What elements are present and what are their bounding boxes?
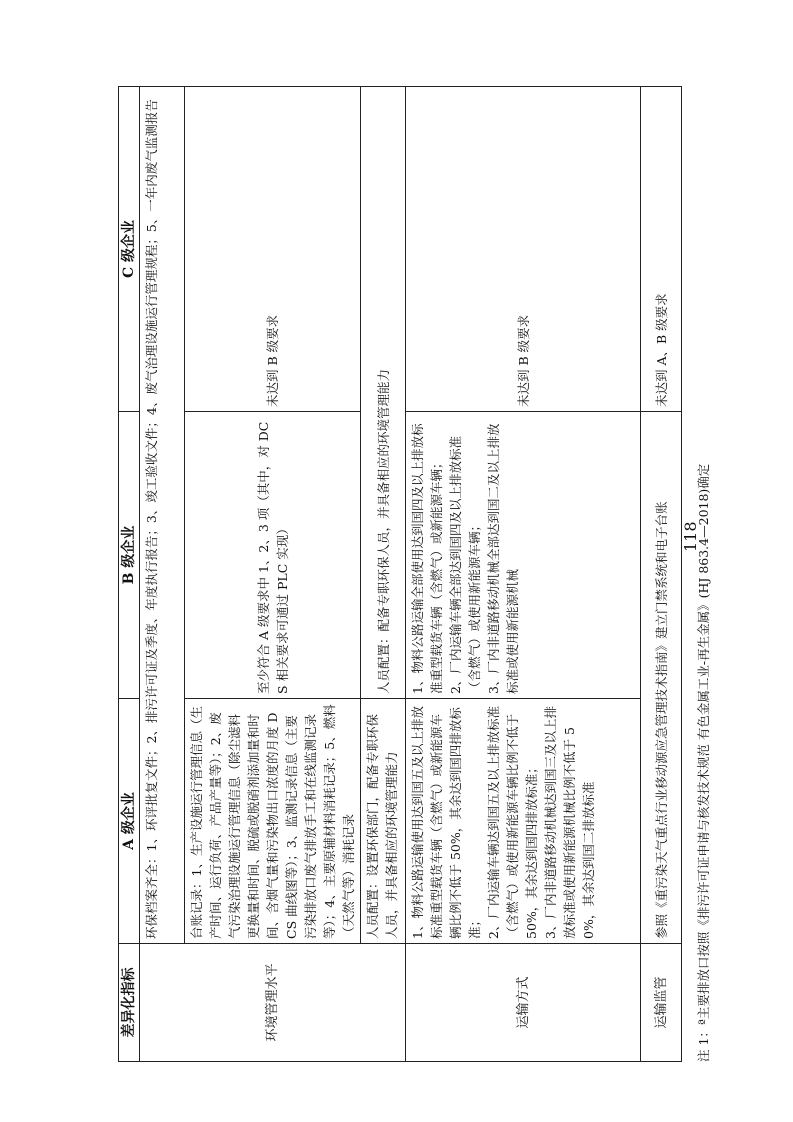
table-header-row bbox=[119, 87, 140, 1062]
monitoring-c: 未达到 A、B 级要求 bbox=[641, 87, 682, 412]
rotated-page bbox=[118, 87, 711, 1062]
ledger-c: 未达到 B 级要求 bbox=[185, 87, 361, 412]
personnel-b: 人员配置：配备专职环保人员，并具备相应的环境管理能力 bbox=[361, 87, 406, 699]
transport-a bbox=[406, 699, 641, 944]
header-indicator: 差异化指标 bbox=[119, 944, 140, 1062]
transport-c: 未达到 B 级要求 bbox=[406, 87, 641, 412]
transport-b-item-1: 1、物料公路运输全部使用达到国四及以上排放标准重型载货车辆（含燃气）或新能源车辆； bbox=[410, 423, 444, 694]
table-row bbox=[641, 87, 682, 1062]
table-footnote: 注 1：ª主要排放口按照《排污许可证申请与核发技术规范 有色金属工业-再生金属》(HJ 863.4—2018)确定 bbox=[696, 463, 711, 1062]
ledger-b: 至少符合 A 级要求中 1、2、3 项（其中，对 DCS 相关要求可通过 PLC 实现） bbox=[185, 412, 361, 699]
transport-a-item-3: 3、厂内非道路移动机械达到国三及以上排放标准或使用新能源机械比例不低于 50%，其余达到国二排放标准 bbox=[543, 706, 596, 939]
header-level-a: A 级企业 bbox=[119, 699, 140, 944]
ledger-a: 台账记录：1、生产设施运行管理信息（生产时间、运行负荷、产品产量等）；2、废气污染治理设施运行管理信息（除尘滤料更换量和时间、脱硫或脱硝剂添加量和时间、含烟气量和污染物出口浓度的月度 DCS 曲线图等）；3、监测记录信息（主要污染排放口废气排放手工和在线监测记录等）；4、主要原辅材料消耗记录；5、燃料（天然气等）消耗记录 bbox=[185, 699, 361, 944]
header-level-b: B 级企业 bbox=[119, 412, 140, 699]
table-row bbox=[140, 87, 185, 1062]
page-number: 118 bbox=[681, 521, 700, 552]
category-transport: 运输方式 bbox=[406, 944, 641, 1062]
table-row bbox=[406, 87, 641, 1062]
archive-requirement: 环保档案齐全：1、环评批复文件；2、排污许可证及季度、年度执行报告；3、竣工验收文件；4、废气治理设施运行管理规程；5、一年内废气监测报告 bbox=[140, 87, 185, 944]
transport-b-item-2: 2、厂内运输车辆全部达到国四及以上排放标准（含燃气）或使用新能源车辆； bbox=[448, 436, 482, 694]
table-row bbox=[361, 87, 406, 1062]
transport-a-item-1: 1、物料公路运输使用达到国五及以上排放标准重型载货车辆（含燃气）或新能源车辆比例不低于 50%，其余达到国四排放标准； bbox=[410, 706, 482, 939]
transport-a-item-2: 2、厂内运输车辆达到国五及以上排放标准（含燃气）或使用新能源车辆比例不低于 50%，其余达到国四排放标准； bbox=[486, 706, 539, 939]
table-row bbox=[185, 87, 361, 1062]
header-level-c: C 级企业 bbox=[119, 87, 140, 412]
monitoring-ab: 参照《重污染天气重点行业移动源应急管理技术指南》建立门禁系统和电子台账 bbox=[641, 412, 682, 944]
difference-indicator-table bbox=[118, 86, 682, 1062]
personnel-a: 人员配置：设置环保部门，配备专职环保人员，并具备相应的环境管理能力 bbox=[361, 699, 406, 944]
transport-b bbox=[406, 412, 641, 699]
category-monitoring: 运输监管 bbox=[641, 944, 682, 1062]
transport-b-item-3: 3、厂内非道路移动机械全部达到国二及以上排放标准或使用新能源机械 bbox=[486, 423, 520, 694]
category-environment: 环境管理水平 bbox=[140, 944, 406, 1062]
